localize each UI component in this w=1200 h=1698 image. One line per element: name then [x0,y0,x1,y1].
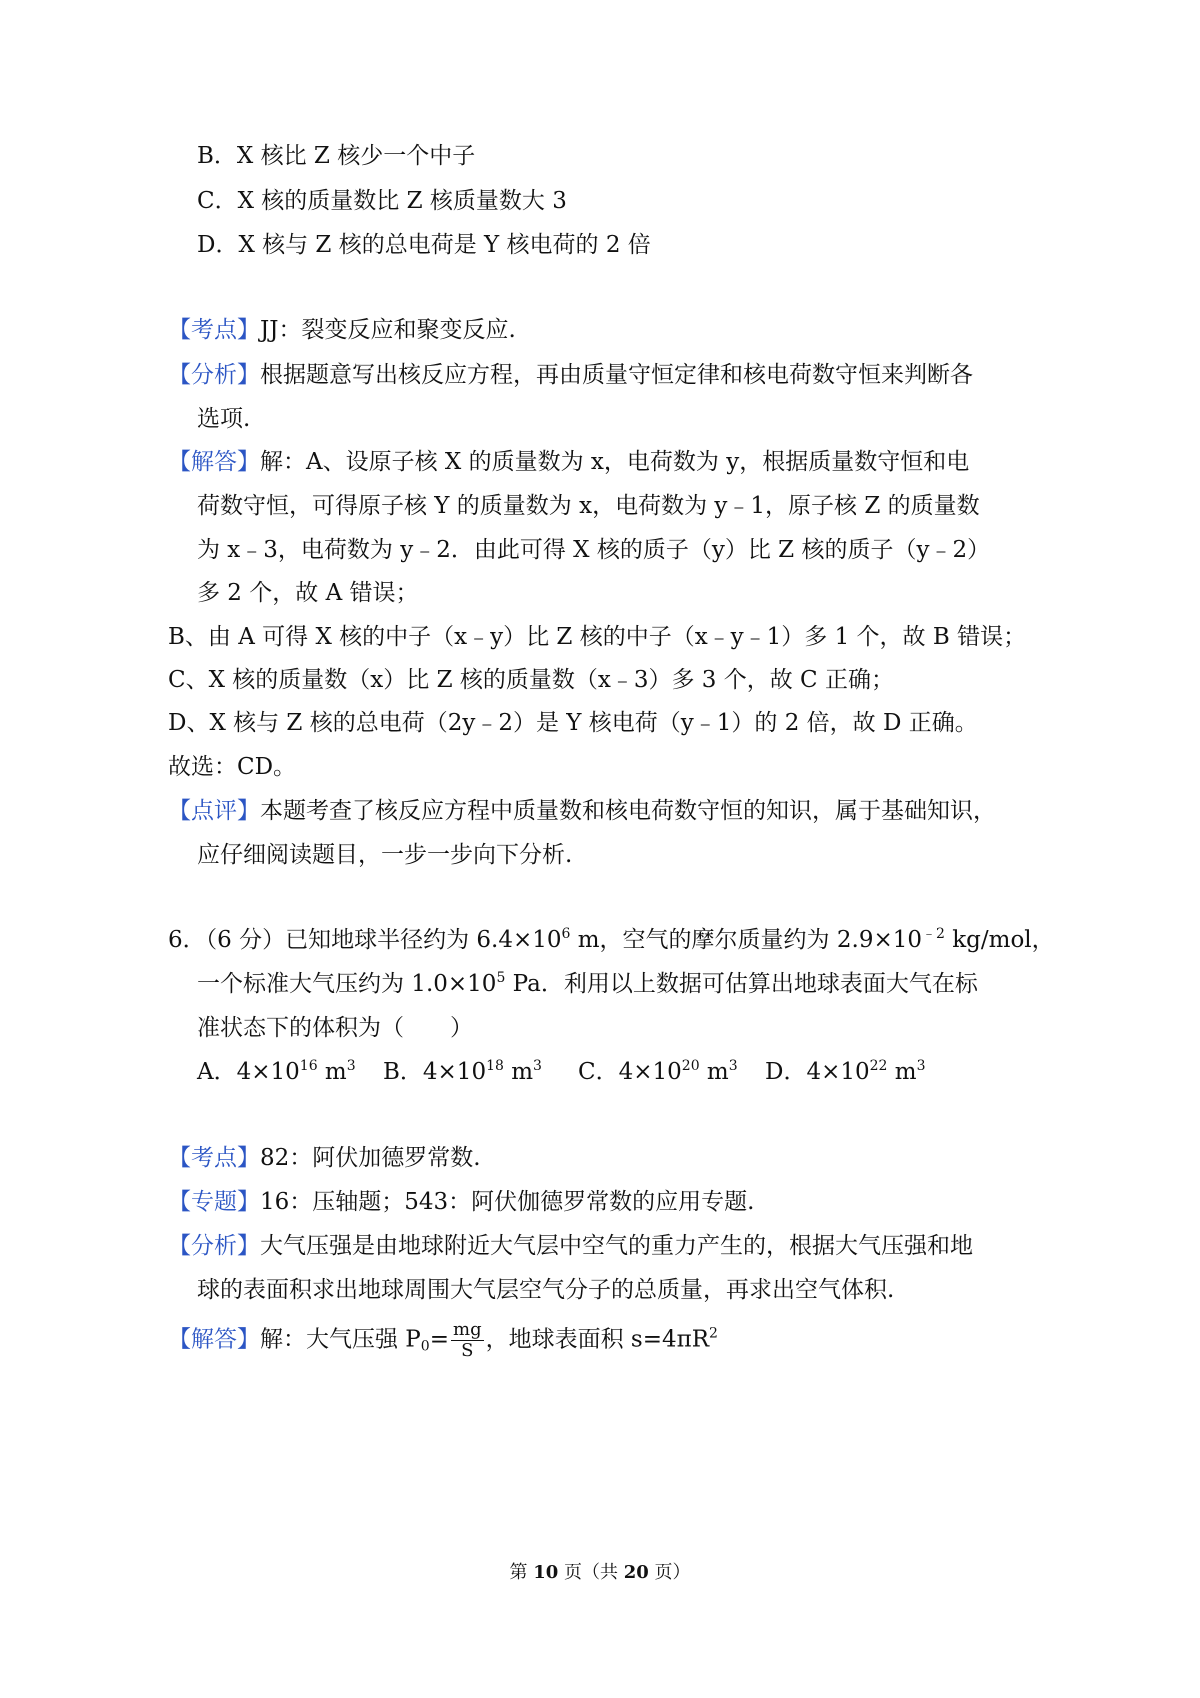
page-number: 10 [533,1562,559,1583]
jieda-text: 解：A、设原子核 X 的质量数为 x，电荷数为 y，根据质量数守恒和电 [260,449,970,475]
option-a-exp: 16 [299,1058,318,1074]
fraction-denominator: S [461,1340,474,1361]
q5-fenxi-line2: 选项. [197,406,251,432]
q6-stem1-b: m，空气的摩尔质量约为 2.9×10 [570,927,922,953]
option-d-unit-exp: 3 [916,1058,926,1074]
q6-option-b [383,1057,542,1087]
q5-guxuan: 故选：CD。 [168,754,297,780]
kaodian-text: JJ：裂变反应和聚变反应. [260,317,516,343]
option-b-exp: 18 [486,1058,504,1074]
option-a-unit-exp: 3 [346,1058,356,1074]
zhuanti-text: 16：压轴题；543：阿伏伽德罗常数的应用专题. [260,1189,755,1215]
jieda-tag: 【解答】 [168,449,260,475]
footer-prefix: 第 [509,1562,534,1583]
q6-stem-line1 [168,925,1055,955]
radius-exponent: 2 [709,1325,718,1342]
equals-sign: = [429,1326,449,1353]
q5-jieda-line3: 为 x﹣3，电荷数为 y﹣2．由此可得 X 核的质子（y）比 Z 核的质子（y﹣2） [197,537,991,563]
q6-stem-line2 [197,969,978,999]
option-d-pre: D．4×10 [765,1059,870,1085]
q6-kaodian [168,1143,481,1173]
q6-stem1-exp2: ﹣2 [922,926,945,942]
kaodian-tag: 【考点】 [168,1145,260,1171]
option-c-unit-exp: 3 [728,1058,738,1074]
q5-jieda-c: C、X 核的质量数（x）比 Z 核的质量数（x﹣3）多 3 个，故 C 正确； [168,667,894,693]
q5-option-c: C．X 核的质量数比 Z 核质量数大 3 [197,188,567,214]
q5-option-d: D．X 核与 Z 核的总电荷是 Y 核电荷的 2 倍 [197,232,651,258]
q6-stem1-a: 6．（6 分）已知地球半径约为 6.4×10 [168,927,562,953]
q5-kaodian [168,315,516,345]
jieda-text-a: 解：大气压强 P [260,1326,421,1353]
q6-jieda [168,1320,718,1361]
footer-suffix: 页） [648,1562,691,1583]
q5-jieda [168,447,969,477]
q6-stem-line3: 准状态下的体积为（ ） [197,1015,473,1041]
q6-stem1-c: kg/mol， [944,927,1055,953]
mg-over-s-fraction [451,1320,484,1361]
fraction-numerator: mg [453,1319,482,1340]
dianping-tag: 【点评】 [168,798,260,824]
option-c-exp: 20 [681,1058,700,1074]
q6-fenxi [168,1231,973,1261]
kaodian-tag: 【考点】 [168,317,260,343]
fenxi-text: 大气压强是由地球附近大气层中空气的重力产生的，根据大气压强和地 [260,1233,973,1259]
jieda-tag: 【解答】 [168,1326,260,1353]
pressure-subscript: 0 [420,1338,430,1355]
zhuanti-tag: 【专题】 [168,1189,260,1215]
q5-fenxi [168,360,973,390]
q6-stem2-exp: 5 [496,970,506,986]
page-footer [0,1558,1200,1584]
option-d-unit: m [887,1059,917,1085]
option-b-pre: B．4×10 [383,1059,487,1085]
q6-stem2-b: Pa．利用以上数据可估算出地球表面大气在标 [505,971,978,997]
option-c-pre: C．4×10 [578,1059,682,1085]
option-a-pre: A．4×10 [197,1059,300,1085]
q6-fenxi-line2: 球的表面积求出地球周围大气层空气分子的总质量，再求出空气体积. [197,1277,895,1303]
q6-option-c [578,1057,738,1087]
q5-jieda-d: D、X 核与 Z 核的总电荷（2y﹣2）是 Y 核电荷（y﹣1）的 2 倍，故 D 正确。 [168,710,978,736]
footer-middle: 页（共 [558,1562,624,1583]
kaodian-text: 82：阿伏加德罗常数. [260,1145,481,1171]
dianping-text: 本题考查了核反应方程中质量数和核电荷数守恒的知识，属于基础知识， [260,798,996,824]
option-b-unit: m [503,1059,534,1085]
q5-jieda-line2: 荷数守恒，可得原子核 Y 的质量数为 x，电荷数为 y﹣1，原子核 Z 的质量数 [197,493,980,519]
fenxi-text: 根据题意写出核反应方程，再由质量守恒定律和核电荷数守恒来判断各 [260,362,973,388]
q6-option-a [197,1057,356,1087]
q5-jieda-line4: 多 2 个，故 A 错误； [197,580,419,606]
option-d-exp: 22 [869,1058,888,1074]
option-c-unit: m [699,1059,729,1085]
q6-stem1-exp1: 6 [561,926,571,942]
option-a-unit: m [317,1059,347,1085]
q6-option-d [765,1057,926,1087]
total-pages: 20 [623,1562,649,1583]
option-b-unit-exp: 3 [533,1058,542,1074]
q5-jieda-b: B、由 A 可得 X 核的中子（x﹣y）比 Z 核的中子（x﹣y﹣1）多 1 个，故 B 错误； [168,624,1027,650]
q5-dianping-line2: 应仔细阅读题目，一步一步向下分析. [197,842,573,868]
q6-zhuanti [168,1187,754,1217]
q5-dianping [168,796,996,826]
fenxi-tag: 【分析】 [168,1233,260,1259]
q5-option-b: B．X 核比 Z 核少一个中子 [197,143,476,169]
q6-stem2-a: 一个标准大气压约为 1.0×10 [197,971,497,997]
fenxi-tag: 【分析】 [168,362,260,388]
jieda-text-b: ，地球表面积 s=4πR [485,1326,710,1353]
